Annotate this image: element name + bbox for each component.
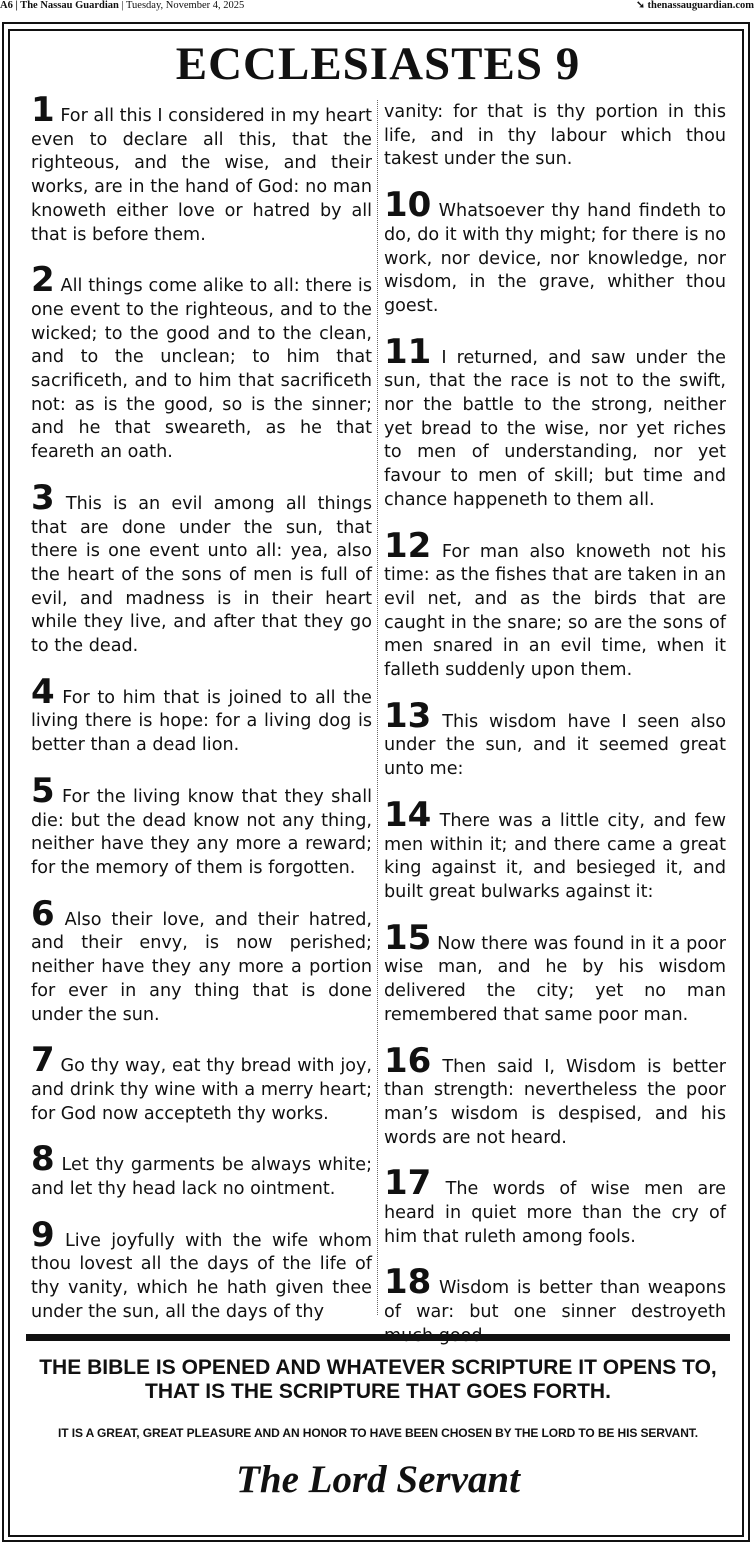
- left-column: [31, 90, 373, 1348]
- header-left: A6 | The Nassau Guardian | Tuesday, November 4, 2025: [0, 0, 245, 11]
- verse-14: [384, 794, 727, 905]
- verse-10: [384, 185, 726, 319]
- verse-text: Also their love, and their hatred, and their envy, is now perished; neither have they any more a portion for ever in any thing that is done under the sun.: [31, 909, 373, 1025]
- verse-number: 2: [31, 260, 55, 301]
- verse-text: All things come alike to all: there is one event to the righteous, and to the wicked; to the good and to the clean, and to the unclean; to him that sacrificeth, and to him that sacrificeth not: as is the good, so is the sinner; and he that sweareth, as he that feareth an oath.: [31, 276, 372, 463]
- signature: The Lord Servant: [236, 1458, 520, 1501]
- verse-17: [384, 1163, 727, 1249]
- verse-number: 13: [384, 695, 432, 736]
- verse-text: For to him that is joined to all the living there is hope: for a living dog is better than a dead lion.: [31, 687, 372, 756]
- verse-number: 4: [31, 671, 55, 712]
- verse-text: This wisdom have I seen also under the sun, and it seemed great unto me:: [384, 711, 727, 780]
- verse-4: [31, 671, 372, 758]
- verse-15: [384, 917, 727, 1028]
- verse-number: 14: [384, 794, 432, 835]
- verse-number: 9: [31, 1214, 55, 1255]
- verse-12: [384, 525, 727, 683]
- verse-text: There was a little city, and few men within it; and there came a great king against it, and besieged it, and built great bulwarks against it:: [384, 810, 727, 902]
- verse-13: [384, 695, 727, 782]
- verse-9-continued: [384, 101, 726, 172]
- verse-7: [31, 1040, 373, 1126]
- footer-tagline: IT IS A GREAT, GREAT PLEASURE AND AN HONOR TO HAVE BEEN CHOSEN BY THE LORD TO BE HIS SERVANT.: [58, 1426, 698, 1440]
- verse-number: 18: [384, 1262, 432, 1303]
- footer-rule: [26, 1334, 730, 1341]
- arrow-icon: ➘: [636, 0, 648, 11]
- verse-number: 8: [31, 1139, 55, 1180]
- verse-text: Wisdom is better than weapons of war: but one sinner destroyeth: [384, 1278, 726, 1323]
- verse-number: 3: [31, 477, 55, 518]
- verse-number: 16: [384, 1040, 432, 1081]
- verse-text: Let thy garments be always white; and let thy head lack no ointment.: [31, 1155, 372, 1200]
- verse-text: Then said I, Wisdom is better than strength: nevertheless the poor man’s wisdom is despised, and his words are not heard.: [384, 1056, 727, 1148]
- verse-text: Live joyfully with the wife whom thou lovest all the days of the life of thy vanity, which he hath given thee under the sun, all the days of thy: [31, 1230, 372, 1322]
- verse-text: For the living know that they shall die: but the dead know not any thing, neither have they any more a reward; for the memory of them is forgotten.: [31, 786, 372, 878]
- header-right: [636, 0, 754, 12]
- verse-text: Now there was found in it a poor wise man, and he by his wisdom delivered the city; yet no man remembered that same poor man.: [384, 933, 727, 1025]
- verse-5: [31, 770, 372, 881]
- right-column: [384, 101, 726, 1372]
- verse-text: I returned, and saw under the sun, that the race is not to the swift, nor the battle to the strong, neither yet bread to the wise, nor yet riches to men of understanding, nor yet favour to men of skill; but time and chance happeneth to them all.: [384, 347, 726, 510]
- verse-text: For man also knoweth not his time: as the fishes that are taken in an evil net, and as the birds that are caught in the snare; so are the sons of men snared in an evil time, when it falleth suddenly upon them.: [384, 541, 727, 681]
- verse-8: [31, 1139, 372, 1201]
- verse-1: [31, 90, 372, 247]
- verse-number: 6: [31, 893, 55, 934]
- verse-9: [31, 1214, 372, 1325]
- verse-text: The words of wise men are heard in quiet more than the cry of him that ruleth among fools.: [384, 1179, 727, 1247]
- issue-date: Tuesday, November 4, 2025: [126, 0, 245, 11]
- verse-number: 7: [31, 1040, 55, 1081]
- footer-headline: THE BIBLE IS OPENED AND WHATEVER SCRIPTURE IT OPENS TO, THAT IS THE SCRIPTURE THAT GOES FORTH.: [39, 1356, 717, 1403]
- website-link[interactable]: thenassauguardian.com: [647, 0, 754, 11]
- verse-number: 12: [384, 525, 432, 566]
- verse-text: For all this I considered in my heart even to declare all this, that the righteous, and the wise, and their works, are in the hand of God: no man knoweth either love or hatred by all that is before them.: [31, 106, 372, 245]
- verse-number: 15: [384, 917, 432, 958]
- column-divider: [377, 100, 378, 1315]
- verse-2: [31, 260, 372, 465]
- verse-3: [31, 477, 372, 659]
- verse-number: 10: [384, 185, 432, 226]
- verse-text: Whatsoever thy hand findeth to do, do it with thy might; for there is no work, nor device, nor knowledge, nor wisdom, in the grave, whither thou goest.: [384, 201, 726, 316]
- verse-text: Go thy way, eat thy bread with joy, and drink thy wine with a merry heart; for God now accepteth thy works.: [31, 1056, 373, 1124]
- verse-16: [384, 1040, 727, 1151]
- page-header: [0, 0, 756, 14]
- verse-number: 1: [31, 90, 55, 130]
- verse-11: [384, 331, 726, 513]
- verse-6: [31, 893, 373, 1028]
- verse-number: 17: [384, 1163, 432, 1204]
- verse-text: This is an evil among all things that are done under the sun, that there is one event unto all: yea, also the heart of the sons of men is full of evil, and madness is in their heart while they live, and after that they go to the dead.: [31, 493, 372, 657]
- chapter-title: ECCLESIASTES 9: [175, 38, 581, 90]
- verse-number: 11: [384, 331, 432, 372]
- verse-text: vanity: for that is thy portion in this life, and in thy labour which thou takest under the sun.: [384, 102, 726, 170]
- paper-name: The Nassau Guardian: [20, 0, 119, 11]
- page-number: A6: [0, 0, 13, 11]
- verse-number: 5: [31, 770, 55, 811]
